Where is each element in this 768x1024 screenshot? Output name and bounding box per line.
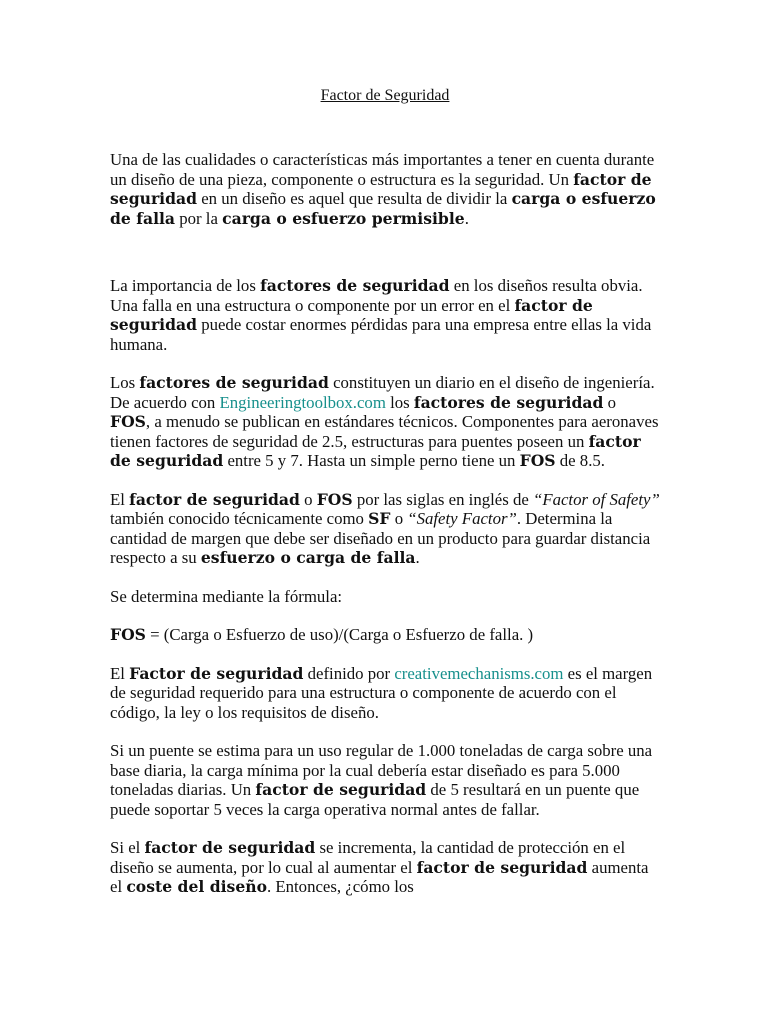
text-run: es el margen de seguridad requerido para una estructura o componente de acuerdo con el código, la ley o los requisitos de diseño.: [110, 663, 653, 722]
bold-term: factor de seguridad: [110, 431, 641, 470]
italic-term: “Factor of Safety”: [533, 489, 660, 509]
engineeringtoolbox-link[interactable]: Engineeringtoolbox.com: [219, 392, 386, 412]
text-run: Los: [110, 373, 140, 392]
bold-term: factor de seguridad: [110, 169, 652, 208]
bold-term: FOS: [110, 625, 146, 644]
text-run: Una de las cualidades o características más importantes a tener en cuenta durante un diseño de una pieza, componente o estructura es la seguridad. Un: [110, 150, 655, 189]
text-run: . Entonces, ¿cómo los: [266, 877, 414, 896]
document-page: [110, 84, 660, 897]
document-title: Factor de Seguridad: [320, 87, 450, 104]
text-run: se incrementa, la cantidad de protección en el diseño se aumenta, por lo cual al aumentar el: [110, 838, 626, 877]
bold-term: factores de seguridad: [260, 276, 450, 295]
text-run: por la: [175, 208, 223, 228]
text-run: . Determina la cantidad de margen que debe ser diseñado en un producto para guardar distancia respecto a su: [110, 509, 651, 567]
text-run: o: [390, 509, 408, 528]
text-run: también conocido técnicamente como: [110, 509, 369, 528]
paragraph-intro: [110, 150, 660, 228]
creativemechanisms-link[interactable]: creativemechanisms.com: [394, 663, 564, 683]
text-run: por las siglas en inglés de: [352, 489, 533, 509]
bold-term: esfuerzo o carga de falla: [200, 548, 416, 567]
paragraph-cost: [110, 838, 660, 897]
paragraph-engineering: [110, 373, 660, 471]
text-run: = (Carga o Esfuerzo de uso)/(Carga o Esfuerzo de falla. ): [145, 625, 534, 644]
bold-term: factor de seguridad: [110, 295, 593, 334]
italic-term: “Safety Factor”: [407, 509, 517, 528]
bold-term: carga o esfuerzo de falla: [110, 189, 656, 228]
paragraph-importance: [110, 276, 660, 354]
text-run: constituyen un diario en el diseño de ingeniería. De acuerdo con: [110, 373, 655, 412]
bold-term: FOS: [316, 489, 353, 509]
text-run: en los diseños resulta obvia. Una falla en una estructura o componente por un error en el: [110, 276, 643, 315]
bold-term: Factor de seguridad: [129, 663, 304, 683]
text-run: puede costar enormes pérdidas para una empresa entre ellas la vida humana.: [110, 315, 652, 354]
bold-term: carga o esfuerzo permisible: [222, 208, 465, 228]
text-run: El: [110, 663, 130, 683]
bold-term: factores de seguridad: [139, 373, 329, 392]
bold-term: FOS: [519, 451, 556, 470]
text-run: La importancia de los: [110, 276, 261, 295]
text-run: Si el: [110, 838, 145, 857]
bold-term: factor de seguridad: [144, 838, 316, 857]
text-run: en un diseño es aquel que resulta de dividir la: [197, 189, 512, 208]
text-run: de 8.5.: [555, 451, 605, 470]
formula-line: [110, 625, 660, 645]
bold-term: factor de seguridad: [255, 780, 427, 799]
text-run: aumenta el: [110, 857, 649, 896]
text-run: los: [385, 392, 414, 412]
paragraph-definition: [110, 490, 660, 568]
text-run: de 5 resultará en un puente que puede soportar 5 veces la carga operativa normal antes de fallar.: [110, 780, 640, 819]
paragraph-formula-intro: Se determina mediante la fórmula:: [110, 586, 343, 606]
bold-term: factores de seguridad: [413, 392, 604, 412]
bold-term: SF: [368, 509, 391, 528]
paragraph-creativemechanisms: [110, 664, 660, 723]
text-run: .: [464, 208, 469, 228]
text-run: definido por: [303, 663, 395, 683]
bold-term: factor de seguridad: [129, 489, 300, 509]
text-run: El: [110, 489, 130, 509]
text-run: , a menudo se publican en estándares técnicos. Componentes para aeronaves tienen factores de seguridad de 2.5, estructuras para puentes poseen un: [110, 412, 659, 451]
text-run: .: [415, 548, 420, 567]
paragraph-bridge-example: [110, 741, 660, 819]
bold-term: coste del diseño: [126, 877, 267, 896]
text-run: entre 5 y 7. Hasta un simple perno tiene un: [223, 451, 520, 470]
bold-term: FOS: [110, 412, 146, 431]
text-run: o: [603, 392, 616, 412]
text-run: Si un puente se estima para un uso regular de 1.000 toneladas de carga sobre una base diaria, la carga mínima por la cual debería estar diseñado es para 5.000 toneladas diarias. Un: [110, 741, 653, 799]
text-run: o: [299, 489, 317, 509]
bold-term: factor de seguridad: [416, 857, 588, 877]
